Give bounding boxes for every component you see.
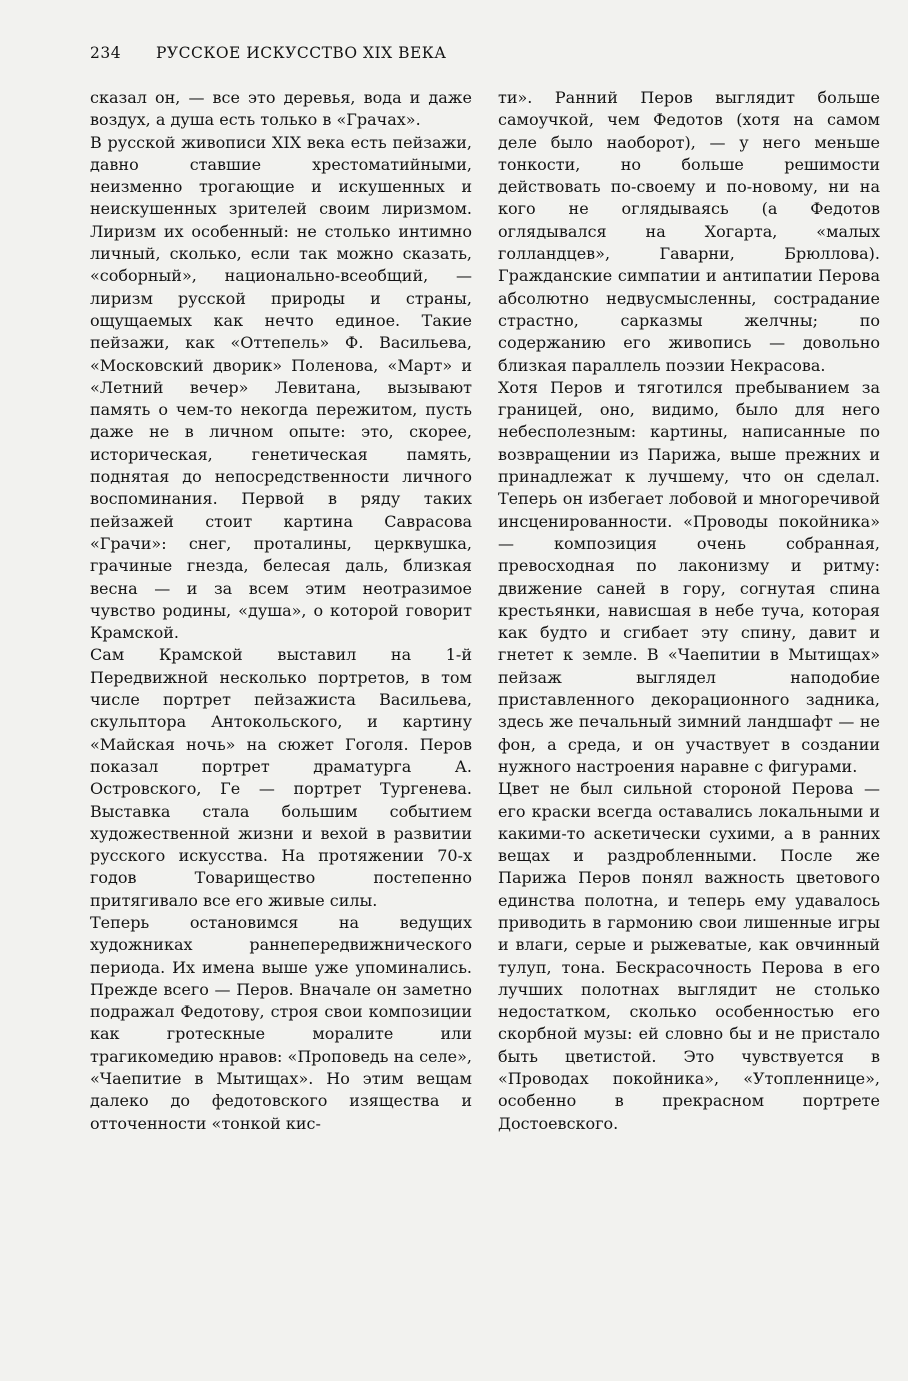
running-header: [90, 44, 880, 72]
paragraph: сказал он, — все это деревья, вода и даже воздух, а душа есть только в «Грачах».: [90, 88, 472, 130]
right-column: [498, 87, 880, 1135]
paragraph: Сам Крамской выставил на 1-й Передвижной несколько портретов, в том числе портрет пейзажиста Васильева, скульптора Антокольского, и картину «Майская ночь» на сюжет Гоголя. Перов показал портрет драматурга А. Островского, Ге — портрет Тургенева. Выставка стала большим событием художественной жизни и вехой в развитии русского искусства. На протяжении 70-х годов Товарищество постепенно притягивало все его живые силы.: [90, 645, 472, 910]
paragraph: ти». Ранний Перов выглядит больше самоучкой, чем Федотов (хотя на самом деле было наоборот), — у него меньше тонкости, но больше решимости действовать по-своему и по-новому, ни на кого не оглядываясь (а Федотов оглядывался на Хогарта, «малых голландцев», Гаварни, Брюллова). Гражданские симпатии и антипатии Перова абсолютно недвусмысленны, сострадание страстно, сарказмы желчны; по содержанию его живопись — довольно близкая параллель поэзии Некрасова.: [498, 88, 880, 375]
paragraph: Теперь остановимся на ведущих художниках раннепередвижнического периода. Их имена выше уже упоминались. Прежде всего — Перов. Вначале он заметно подражал Федотову, строя свои композиции как гротескные моралите или трагикомедию нравов: «Проповедь на селе», «Чаепитие в Мытищах». Но этим вещам далеко до федотовского изящества и отточенности «тонкой кис-: [90, 912, 472, 1133]
running-title: РУССКОЕ ИСКУССТВО XIX ВЕКА: [156, 44, 447, 62]
paragraph: Цвет не был сильной стороной Перова — его краски всегда оставались локальными и какими-то аскетически сухими, а в ранних вещах и раздробленными. После же Парижа Перов понял важность цветового единства полотна, и теперь ему удавалось приводить в гармонию свои лишенные игры и влаги, серые и рыжеватые, как овчинный тулуп, тона. Бескрасочность Перова в его лучших полотнах выглядит не столько недостатком, сколько особенностью его скорбной музы: ей словно бы и не пристало быть цветистой. Это чувствуется в «Проводах покойника», «Утопленнице», особенно в прекрасном портрете Достоевского.: [498, 779, 880, 1133]
page-number: 234: [90, 44, 122, 62]
left-column: [90, 87, 472, 1135]
paragraph: Хотя Перов и тяготился пребыванием за границей, оно, видимо, было для него небесполезным: картины, написанные по возвращении из Парижа, выше прежних и принадлежат к лучшему, что он сделал. Теперь он избегает лобовой и многоречивой инсценированности. «Проводы покойника» — композиция очень собранная, превосходная по лаконизму и ритму: движение саней в гору, согнутая спина крестьянки, нависшая в небе туча, которая как будто и сгибает эту спину, давит и гнетет к земле. В «Чаепитии в Мытищах» пейзаж выглядел наподобие приставленного декорационного задника, здесь же печальный зимний ландшафт — не фон, а среда, и он участвует в создании нужного настроения наравне с фигурами.: [498, 377, 880, 776]
paragraph: В русской живописи XIX века есть пейзажи, давно ставшие хрестоматийными, неизменно трогающие и искушенных и неискушенных зрителей своим лиризмом. Лиризм их особенный: не столько интимно личный, сколько, если так можно сказать, «соборный», национально-всеобщий, — лиризм русской природы и страны, ощущаемых как нечто единое. Такие пейзажи, как «Оттепель» Ф. Васильева, «Московский дворик» Поленова, «Март» и «Летний вечер» Левитана, вызывают память о чем-то некогда пережитом, пусть даже не в личном опыте: это, скорее, историческая, генетическая память, поднятая до непосредственности личного воспоминания. Первой в ряду таких пейзажей стоит картина Саврасова «Грачи»: снег, проталины, церквушка, грачиные гнезда, белесая даль, близкая весна — и за всем этим неотразимое чувство родины, «душа», о которой говорит Крамской.: [90, 132, 472, 643]
